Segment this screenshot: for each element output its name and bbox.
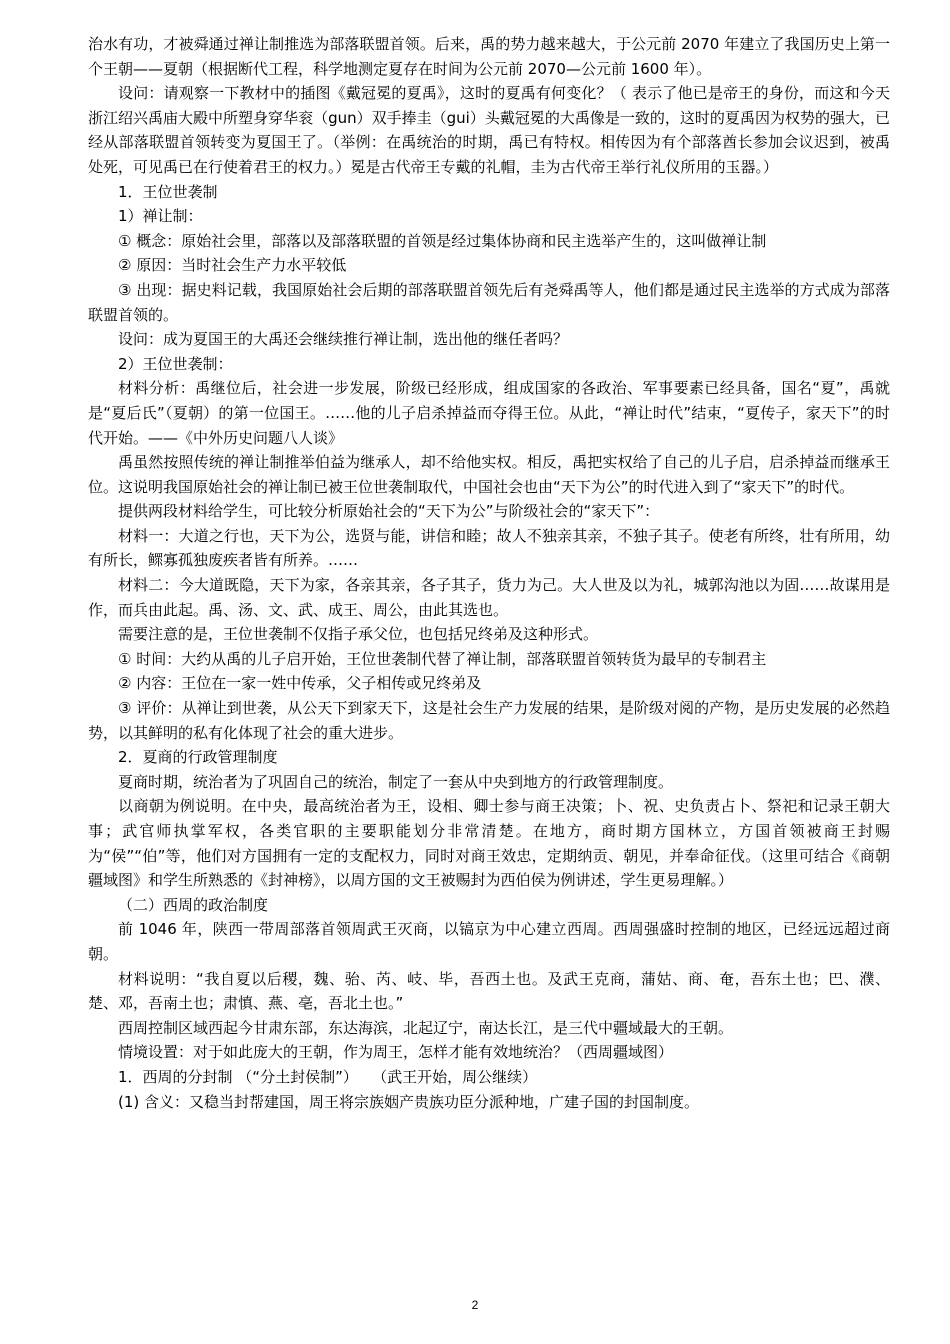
list-item: ① 时间：大约从禹的儿子启开始，王位世袭制代替了禅让制，部落联盟首领转货为最早的专制君主 xyxy=(118,649,767,668)
paragraph-1: 治水有功，才被舜通过禅让制推选为部落联盟首领。后来，禹的势力越来越大，于公元前 2070 年建立了我国历史上第一个王朝——夏朝（根据断代工程，科学地测定夏存在时间为公元前 2070—公元前 1600 年）。 xyxy=(88,35,890,78)
list-item: ② 原因：当时社会生产力水平较低 xyxy=(118,256,347,275)
paragraph: 提供两段材料给学生，可比较分析原始社会的“天下为公”与阶级社会的“家天下”： xyxy=(118,502,660,521)
list-item: ③ 出现：据史料记载，我国原始社会后期的部落联盟首领先后有尧舜禹等人，他们都是通过民主选举的方式成为部落联盟首领的。 xyxy=(88,280,890,324)
paragraph: 材料二：今大道既隐，天下为家，各亲其亲，各子其子，货力为己。大人世及以为礼，城郭沟池以为固……故谋用是作，而兵由此起。禹、汤、文、武、成王、周公，由此其选也。 xyxy=(88,576,890,619)
paragraph: 以商朝为例说明。在中央，最高统治者为王，设相、卿士参与商王决策；卜、祝、史负责占卜、祭祀和记录王朝大事；武官师执掌军权，各类官职的主要职能划分非常清楚。在地方，商时期方国林立，方国首领被商王封赐为“侯”“伯”等，他们对方国拥有一定的支配权力，同时对商王效忠，定期纳贡、朝见，并奉命征伐。（这里可结合《商朝疆域图》和学生所熟悉的《封神榜》，以周方国的文王被赐封为西伯侯为例讲述，学生更易理解。） xyxy=(88,797,890,890)
paragraph: 西周控制区域西起今甘肃东部，东达海滨，北起辽宁，南达长江，是三代中疆域最大的王朝。 xyxy=(118,1018,734,1037)
paragraph: 材料说明：“我自夏以后稷，魏、骀、芮、岐、毕，吾西土也。及武王克商，蒲姑、商、奄，吾东土也；巴、濮、楚、邓，吾南土也；肃慎、燕、亳，吾北土也。” xyxy=(88,969,890,1013)
list-item: ① 概念：原始社会里，部落以及部落联盟的首领是经过集体协商和民主选举产生的，这叫做禅让制 xyxy=(118,231,767,250)
list-item: ② 内容：王位在一家一姓中传承，父子相传或兄终弟及 xyxy=(118,674,482,693)
section-heading: 2．夏商的行政管理制度 xyxy=(118,748,278,767)
section-heading: （二）西周的政治制度 xyxy=(118,895,269,914)
paragraph: 情境设置：对于如此庞大的王朝，作为周王，怎样才能有效地统治？（西周疆域图） xyxy=(118,1043,674,1062)
paragraph: 需要注意的是，王位世袭制不仅指子承父位，也包括兄终弟及这种形式。 xyxy=(118,625,599,644)
paragraph: (1) 含义：又稳当封帮建国，周王将宗族姻产贵族功臣分派种地，广建子国的封国制度。 xyxy=(118,1092,700,1111)
paragraph-2: 设问：请观察一下教材中的插图《戴冠冕的夏禹》，这时的夏禹有何变化？（ 表示了他已是帝王的身份，而这和今天浙江绍兴禹庙大殿中所塑身穿华衮（gun）双手捧圭（gui）头戴冠冕的大禹像是一致的，这时的夏禹因为权势的强大，已经从部落联盟首领转变为夏国王了。（举例：在禹统治的时期，禹已有特权。相传因为有个部落酋长参加会议迟到，被禹处死，可见禹已在行使着君王的权力。）冕是古代帝王专戴的礼帽，圭为古代帝王举行礼仪所用的玉器。） xyxy=(88,84,890,176)
paragraph: 材料一：大道之行也，天下为公，选贤与能，讲信和睦；故人不独亲其亲，不独子其子。使老有所终，壮有所用，幼有所长，鳏寡孤独废疾者皆有所养。…… xyxy=(88,526,890,570)
paragraph: 材料分析：禹继位后，社会进一步发展，阶级已经形成，组成国家的各政治、军事要素已经具备，国名“夏”，禹就是“夏后氏”（夏朝）的第一位国王。……他的儿子启杀掉益而夺得王位。从此，“禅让时代”结束，“夏传子，家天下”的时代开始。——《中外历史问题八人谈》 xyxy=(88,379,890,447)
paragraph: 前 1046 年，陕西一带周部落首领周武王灭商，以镐京为中心建立西周。西周强盛时控制的地区，已经远远超过商朝。 xyxy=(88,920,890,963)
section-heading: 1．西周的分封制 （“分土封侯制”） （武王开始，周公继续） xyxy=(118,1067,538,1086)
document-body xyxy=(88,32,890,1114)
subheading: 1）禅让制： xyxy=(118,207,203,226)
section-heading: 1．王位世袭制 xyxy=(118,182,218,201)
list-item: ③ 评价：从禅让到世袭，从公天下到家天下，这是社会生产力发展的结果，是阶级对阅的产物，是历史发展的必然趋势，以其鲜明的私有化体现了社会的重大进步。 xyxy=(88,699,890,742)
paragraph: 禹虽然按照传统的禅让制推举伯益为继承人，却不给他实权。相反，禹把实权给了自己的儿子启，启杀掉益而继承王位。这说明我国原始社会的禅让制已被王位世袭制取代，中国社会也由“天下为公”的时代进入到了“家天下”的时代。 xyxy=(88,453,890,496)
paragraph: 设问：成为夏国王的大禹还会继续推行禅让制，选出他的继任者吗？ xyxy=(118,330,569,349)
paragraph: 夏商时期，统治者为了巩固自己的统治，制定了一套从中央到地方的行政管理制度。 xyxy=(118,772,674,791)
page-number: 2 xyxy=(471,1298,479,1312)
subheading: 2）王位世袭制： xyxy=(118,354,233,373)
